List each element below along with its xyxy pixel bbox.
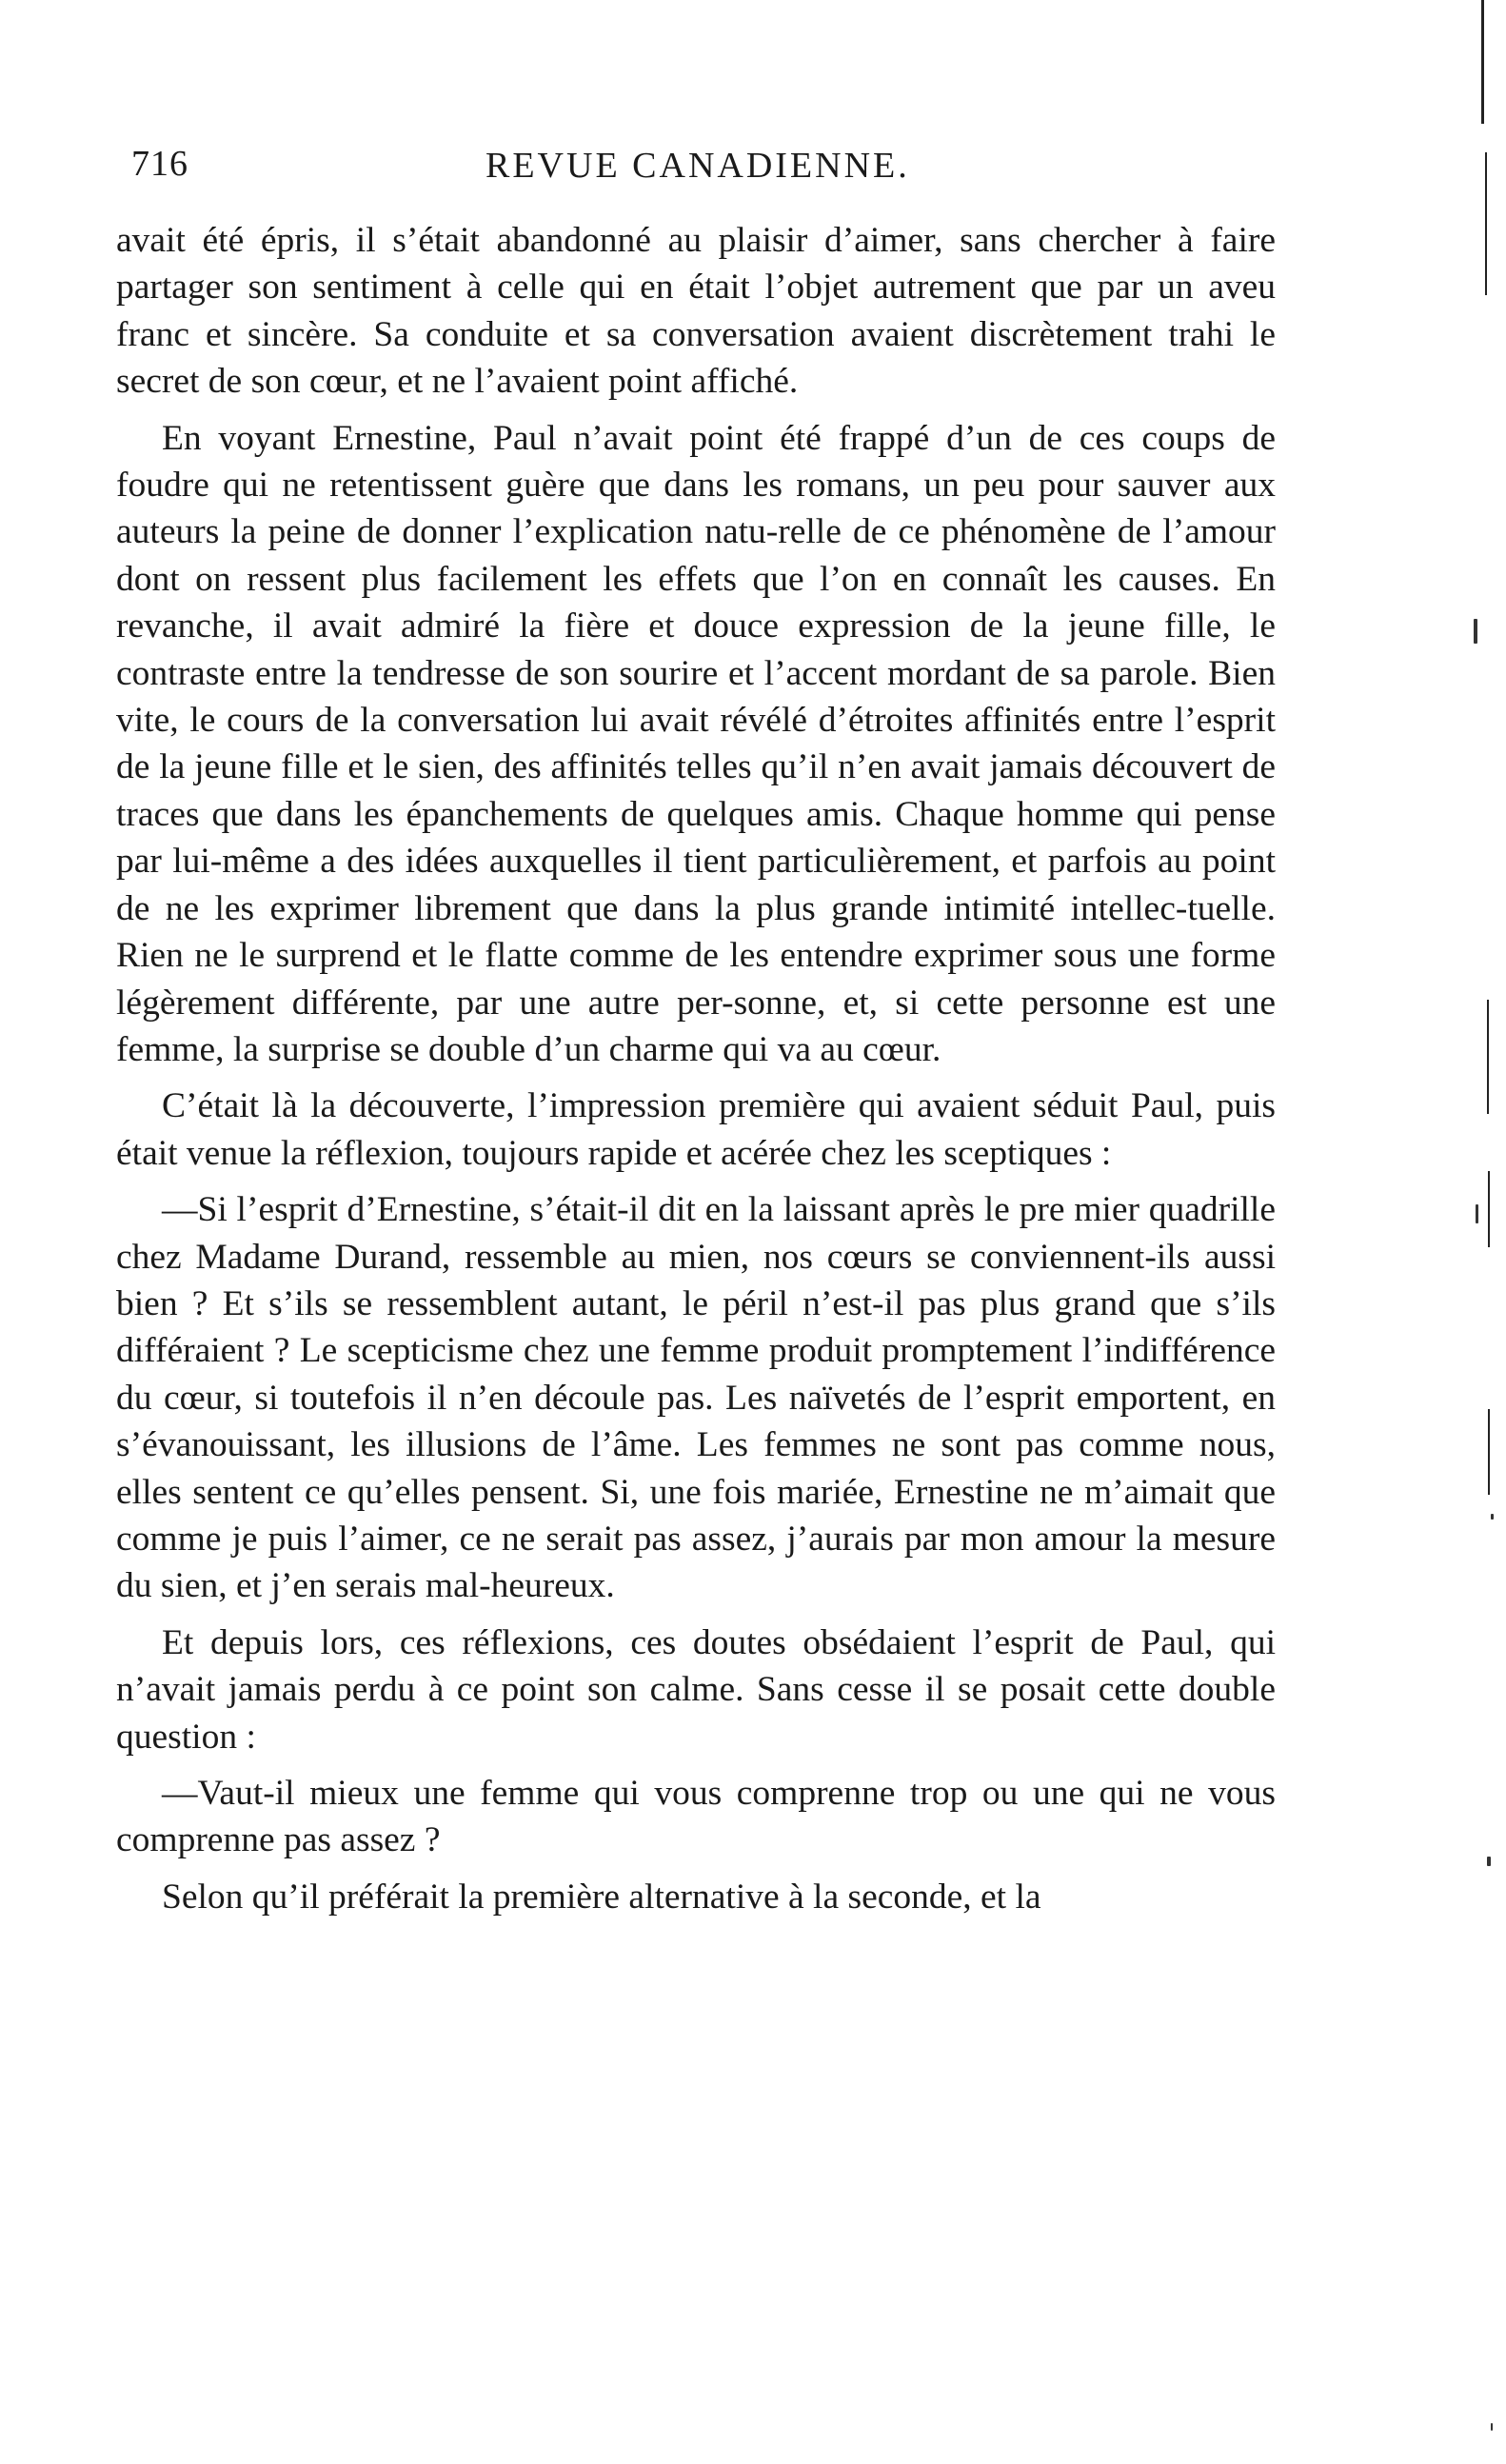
paragraph: avait été épris, il s’était abandonné au plaisir d’aimer, sans chercher à faire partager son sentiment à celle qui en était l’objet autrement que par un aveu franc et sincère. Sa conduite et sa conversation avaient discrètement trahi le secret de son cœur, et ne l’avaient point affiché. bbox=[116, 221, 1276, 402]
running-head: REVUE CANADIENNE. bbox=[485, 146, 910, 186]
paragraph: Et depuis lors, ces réflexions, ces doutes obsédaient l’esprit de Paul, qui n’avait jamais perdu à ce point son calme. Sans cesse il se posait cette double question : bbox=[116, 1622, 1276, 1757]
scan-edge-speck bbox=[1474, 619, 1477, 644]
page-number: 716 bbox=[131, 144, 188, 184]
paragraph: Selon qu’il préférait la première alternative à la seconde, et la bbox=[162, 1877, 1041, 1917]
scan-edge-speck bbox=[1476, 1204, 1478, 1223]
paragraph: —Si l’esprit d’Ernestine, s’était-il dit en la laissant après le pre mier quadrille chez Madame Durand, ressemble au mien, nos cœurs se conviennent-ils aussi bien ? Et s’ils se ressemblent autant, le péril n’est-il pas plus grand que s’ils différaient ? Le scepticisme chez une femme produit promptement l’indifférence du cœur, si toutefois il n’en découle pas. Les naïvetés de l’esprit emportent, en s’évanouissant, les illusions de l’âme. Les femmes ne sont pas comme nous, elles sentent ce qu’elles pensent. Si, une fois mariée, Ernestine ne m’aimait que comme je puis l’aimer, ce ne serait pas assez, j’aurais par mon amour la mesure du sien, et j’en serais mal-heureux. bbox=[116, 1190, 1276, 1606]
scan-edge-line bbox=[1488, 1409, 1490, 1495]
body-text bbox=[116, 217, 1276, 1920]
paragraph: C’était là la découverte, l’impression première qui avaient séduit Paul, puis était venue la réflexion, toujours rapide et acérée chez les sceptiques : bbox=[116, 1086, 1276, 1173]
scan-edge-line bbox=[1488, 1171, 1490, 1247]
scan-edge-speck bbox=[1491, 2423, 1493, 2431]
paragraph: —Vaut-il mieux une femme qui vous comprenne trop ou une qui ne vous comprenne pas assez ? bbox=[116, 1774, 1276, 1860]
scan-edge-line bbox=[1487, 1000, 1489, 1114]
scan-edge-speck bbox=[1491, 1514, 1494, 1520]
paragraph: En voyant Ernestine, Paul n’avait point été frappé d’un de ces coups de foudre qui ne retentissent guère que dans les romans, un peu pour sauver aux auteurs la peine de donner l’explication natu-relle de ce phénomène de l’amour dont on ressent plus facilement les effets que l’on en connaît les causes. En revanche, il avait admiré la fière et douce expression de la jeune fille, le contraste entre la tendresse de son sourire et l’accent mordant de sa parole. Bien vite, le cours de la conversation lui avait révélé d’étroites affinités entre l’esprit de la jeune fille et le sien, des affinités telles qu’il n’en avait jamais découvert de traces que dans les épanchements de quelques amis. Chaque homme qui pense par lui-même a des idées auxquelles il tient particulièrement, et parfois au point de ne les exprimer librement que dans la plus grande intimité intellec-tuelle. Rien ne le surprend et le flatte comme de les entendre exprimer sous une forme légèrement différente, par une autre per-sonne, et, si cette personne est une femme, la surprise se double d’un charme qui va au cœur. bbox=[116, 418, 1276, 1069]
page-header bbox=[131, 143, 1283, 200]
scan-edge-line bbox=[1485, 152, 1487, 295]
scan-edge-speck bbox=[1487, 1857, 1491, 1866]
scan-edge-line bbox=[1481, 0, 1484, 124]
